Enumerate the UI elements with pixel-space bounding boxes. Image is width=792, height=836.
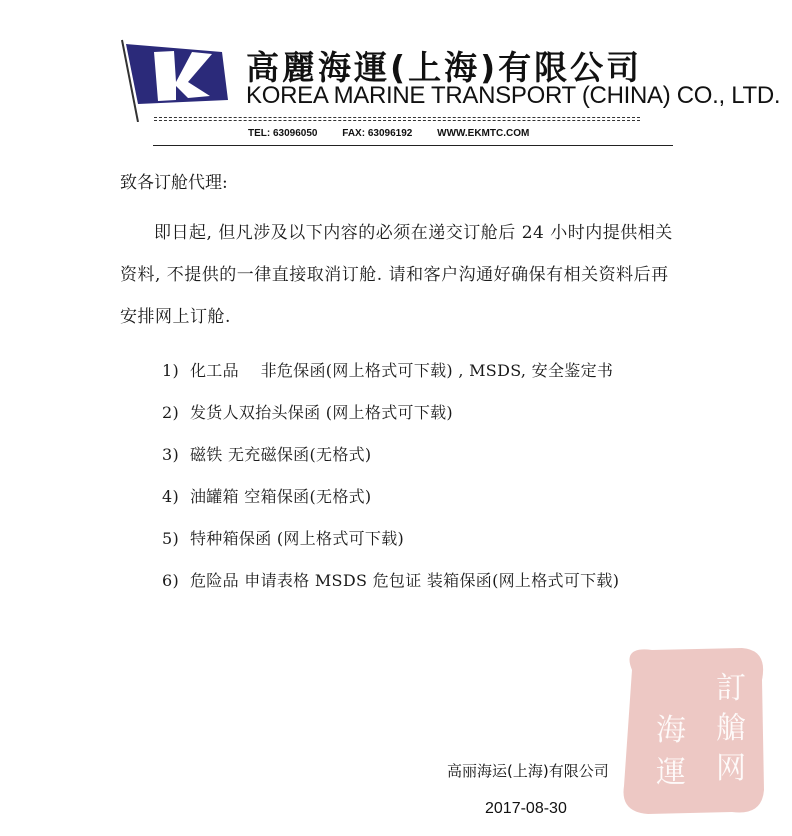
item-number: 2) [162,403,180,422]
company-name-chinese: 高麗海運(上海)有限公司 [246,48,643,87]
item-number: 6) [162,571,180,590]
notice-paragraph: 即日起, 但凡涉及以下内容的必须在递交订舱后 24 小时内提供相关资料, 不提供的一律直接取消订舱. 请和客户沟通好确保有相关资料后再安排网上订舱. [120,223,673,327]
item-number: 3) [162,445,180,464]
contact-line [248,128,678,139]
requirements-list [120,350,680,602]
item-number: 1) [162,361,180,380]
item-text: 特种箱保函 (网上格式可下载) [190,529,405,548]
list-item [120,560,680,602]
item-text: 危险品 申请表格 MSDS 危包证 装箱保函(网上格式可下载) [190,571,620,590]
website: WWW.EKMTC.COM [437,128,530,139]
list-item [120,434,680,476]
letterhead [118,38,781,146]
notice-body [120,168,680,602]
tel-number: TEL: 63096050 [248,128,318,139]
item-text: 化工品 非危保函(网上格式可下载) , MSDS, 安全鉴定书 [190,361,614,380]
item-number: 5) [162,529,180,548]
signature-company: 高丽海运(上海)有限公司 [447,762,609,780]
item-text: 发货人双抬头保函 (网上格式可下载) [190,403,453,422]
fax-number: FAX: 63096192 [342,128,413,139]
svg-text:网: 网 [716,751,746,786]
svg-text:訂: 訂 [716,671,746,706]
svg-text:艙: 艙 [716,711,746,746]
logo-letter: K [168,90,169,91]
seal-watermark [612,640,772,820]
item-text: 油罐箱 空箱保函(无格式) [190,487,372,506]
signature-date: 2017-08-30 [485,800,567,817]
list-item [120,392,680,434]
item-text: 磁铁 无充磁保函(无格式) [190,445,372,464]
header-bottom-line [153,145,673,146]
header-rule [154,117,640,118]
svg-text:海: 海 [656,713,686,748]
list-item [120,518,680,560]
salutation: 致各订舱代理: [120,173,228,193]
kmtc-flag-logo [118,38,230,122]
svg-text:運: 運 [656,755,686,790]
item-number: 4) [162,487,180,506]
header-rule [154,120,640,121]
company-name-english: KOREA MARINE TRANSPORT (CHINA) CO., LTD. [246,82,781,109]
list-item [120,350,680,392]
list-item [120,476,680,518]
